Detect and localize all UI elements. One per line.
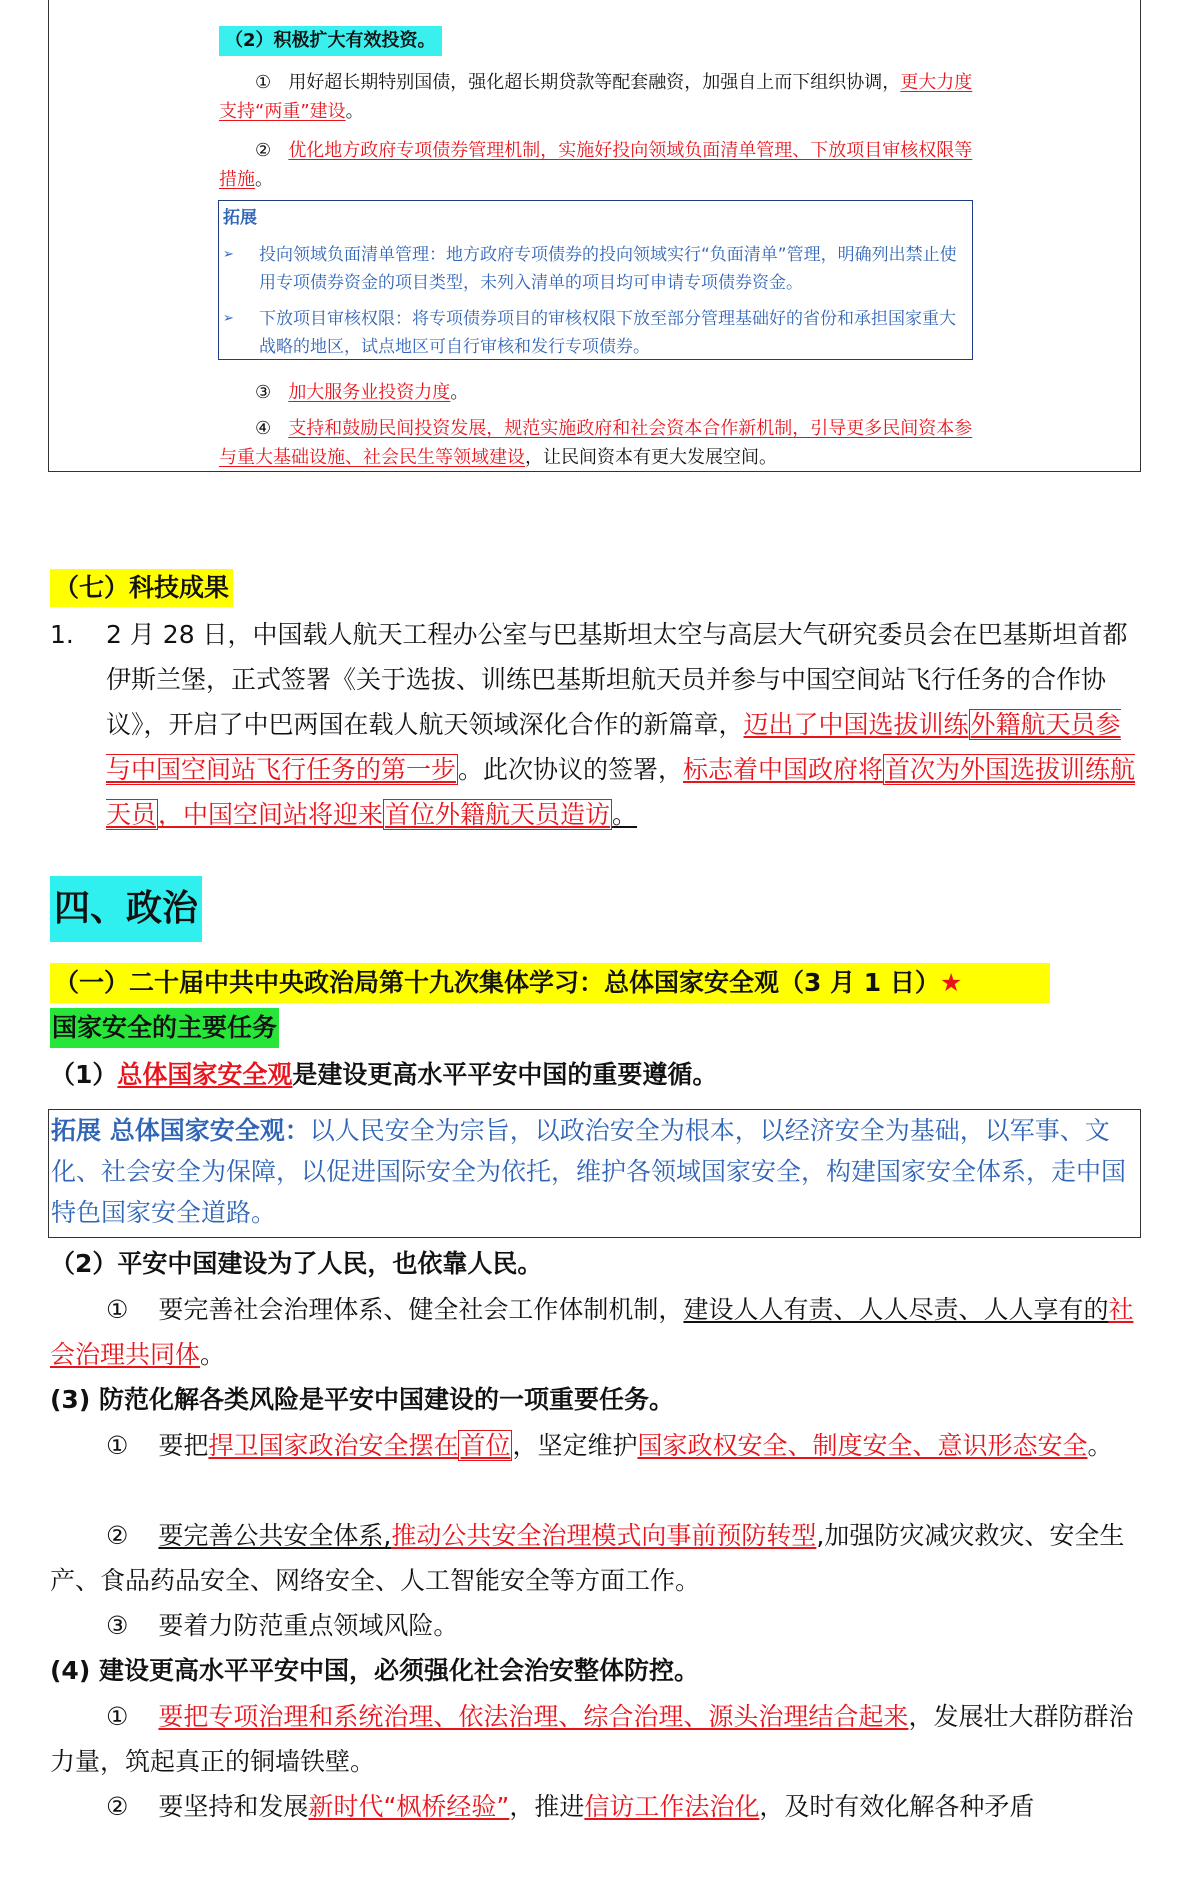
marker: ②	[106, 1521, 129, 1550]
extension-item-text: 投向领域负面清单管理：地方政府专项债券的投向领域实行“负面清单”管理，明确列出禁止使用专项债券资金的项目类型，未列入清单的项目均可申请专项债券资金。	[259, 245, 957, 293]
text-emphasis-boxed: 首位外籍航天员造访	[385, 800, 611, 829]
top-paragraph-3	[219, 378, 974, 407]
text-plain: 是建设更高水平平安中国的重要遵循。	[292, 1060, 718, 1089]
marker: ③	[106, 1611, 129, 1640]
point-label: （1）	[50, 1060, 118, 1089]
text-plain: 用好超长期特别国债，强化超长期贷款等配套融资，加强自上而下组织协调，	[288, 72, 901, 93]
text-emphasis: 更大力度支持“两重”建设	[219, 72, 973, 122]
text-emphasis-boxed: 首次为外国选拔训练航天员	[106, 755, 1136, 829]
tech-item-1	[50, 612, 1140, 837]
extension-label: 拓展 总体国家安全观：	[51, 1116, 310, 1145]
text-plain: 。此次协议的签署，	[458, 755, 684, 784]
extension-text: 以人民安全为宗旨，以政治安全为根本，以经济安全为基础，以军事、文化、社会安全为保障，以促进国际安全为依托，维护各领域国家安全，构建国家安全体系，走中国特色国家安全道路。	[51, 1116, 1127, 1227]
marker: ①	[255, 72, 272, 93]
point-4-1	[50, 1694, 1140, 1784]
text-plain: 。	[612, 800, 638, 829]
arrow-bullet-icon: ➢	[223, 247, 234, 262]
text-plain: 。	[345, 101, 364, 122]
extension-box	[218, 200, 973, 360]
arrow-bullet-icon: ➢	[223, 311, 234, 326]
top-paragraph-2	[219, 136, 974, 194]
text-emphasis: 推动公共安全治理模式向事前预防转型	[391, 1521, 817, 1550]
star-icon: ★	[939, 968, 963, 997]
main-tasks-title: 国家安全的主要任务	[50, 1008, 279, 1048]
point-3	[50, 1377, 1140, 1422]
top-paragraph-4	[219, 414, 974, 472]
text-emphasis: ，中国空间站将迎来	[158, 800, 384, 829]
section-7-title: （七）科技成果	[50, 569, 233, 607]
marker: ②	[106, 1792, 129, 1821]
item-text	[106, 612, 1140, 837]
point-label: (3)	[50, 1385, 91, 1414]
extension-box-2	[48, 1109, 1141, 1238]
text-plain: ，及时有效化解各种矛盾	[759, 1792, 1035, 1821]
text-emphasis: 社会治理共同体	[50, 1295, 1134, 1369]
text-emphasis: 要把专项治理和系统治理、依法治理、综合治理、源头治理结合起来	[158, 1702, 909, 1731]
text-plain: 要坚持和发展	[158, 1792, 309, 1821]
point-3-2	[50, 1513, 1140, 1603]
text-emphasis: 优化地方政府专项债券管理机制，实施好投向领域负面清单管理、下放项目审核权限等措施	[219, 140, 973, 190]
extension-item	[223, 241, 968, 297]
point-4	[50, 1648, 1140, 1693]
text-emphasis: 信访工作法治化	[584, 1792, 760, 1821]
text-plain: 。	[255, 169, 273, 190]
text-emphasis: 标志着中国政府将	[683, 755, 884, 784]
point-label: (4)	[50, 1656, 91, 1685]
subsection-1-title	[50, 963, 1050, 1003]
text-plain: 。	[200, 1340, 226, 1369]
text-emphasis-boxed: 外籍航天员参与中国空间站飞行任务的第一步	[106, 710, 1121, 784]
point-3-1	[50, 1423, 1140, 1468]
text-plain: ，推进	[509, 1792, 585, 1821]
marker: ①	[106, 1431, 129, 1460]
text-underlined: 建设人人有责、人人尽责、人人享有的	[683, 1295, 1109, 1324]
marker: ①	[106, 1702, 129, 1731]
point-2	[50, 1241, 1140, 1286]
text-plain: ,加强防灾减灾救灾、安全生产、食品药品安全、网络安全、人工智能安全等方面工作。	[50, 1521, 1125, 1595]
text-emphasis: 捍卫国家政治安全摆在	[208, 1431, 459, 1460]
point-4-2	[50, 1784, 1140, 1829]
text-plain: 。	[450, 382, 469, 403]
text-plain: ，让民间资本有更大发展空间。	[525, 447, 777, 468]
part-4-title: 四、政治	[50, 876, 202, 942]
text-plain: ，发展壮大群防群治力量，筑起真正的铜墙铁壁。	[50, 1702, 1134, 1776]
top-paragraph-1	[219, 68, 974, 126]
point-text: 平安中国建设为了人民，也依靠人民。	[117, 1249, 543, 1278]
marker: ③	[255, 382, 272, 403]
marker: ①	[106, 1295, 129, 1324]
point-1	[50, 1052, 1140, 1097]
text-plain: 要把	[158, 1431, 209, 1460]
item-number: 1.	[50, 620, 74, 649]
text-plain: 2 月 28 日，中国载人航天工程办公室与巴基斯坦太空与高层大气研究委员会在巴基斯坦首都伊斯兰堡，正式签署《关于选拔、训练巴基斯坦航天员并参与中国空间站飞行任务的合作协议》，开启了中巴两国在载人航天领域深化合作的新篇章，	[106, 620, 1128, 739]
text-plain: 要着力防范重点领域风险。	[158, 1611, 459, 1640]
text-underlined: 要完善公共安全体系,	[158, 1521, 392, 1550]
text-plain: ，坚定维护	[512, 1431, 638, 1460]
extension-item-text: 下放项目审核权限：将专项债券项目的审核权限下放至部分管理基础好的省份和承担国家重大战略的地区，试点地区可自行审核和发行专项债券。	[259, 309, 956, 357]
text-emphasis: 迈出了中国选拔训练	[743, 710, 969, 739]
investment-heading: （2）积极扩大有效投资。	[219, 26, 442, 56]
text-plain: 要完善社会治理体系、健全社会工作体制机制，	[158, 1295, 684, 1324]
text-emphasis-boxed: 首位	[460, 1431, 511, 1460]
text-emphasis: 加大服务业投资力度	[288, 382, 451, 403]
text-plain: 。	[1087, 1431, 1113, 1460]
point-2-1	[50, 1287, 1140, 1377]
text-emphasis: 总体国家安全观	[117, 1060, 293, 1089]
marker: ④	[255, 418, 272, 439]
point-label: （2）	[50, 1249, 118, 1278]
marker: ②	[255, 140, 272, 161]
extension-title: 拓展	[223, 208, 257, 228]
point-text: 防范化解各类风险是平安中国建设的一项重要任务。	[98, 1385, 674, 1414]
text-emphasis: 支持和鼓励民间投资发展，规范实施政府和社会资本合作新机制，引导更多民间资本参与重大基础设施、社会民生等领域建设	[219, 418, 973, 468]
extension-item	[223, 305, 968, 361]
text-emphasis: 新时代“枫桥经验”	[308, 1792, 510, 1821]
point-text: 建设更高水平平安中国，必须强化社会治安整体防控。	[98, 1656, 699, 1685]
point-3-3	[50, 1603, 1140, 1648]
subsection-1-title-text: （一）二十届中共中央政治局第十九次集体学习：总体国家安全观（3 月 1 日）	[54, 968, 940, 997]
text-emphasis: 国家政权安全、制度安全、意识形态安全	[637, 1431, 1088, 1460]
